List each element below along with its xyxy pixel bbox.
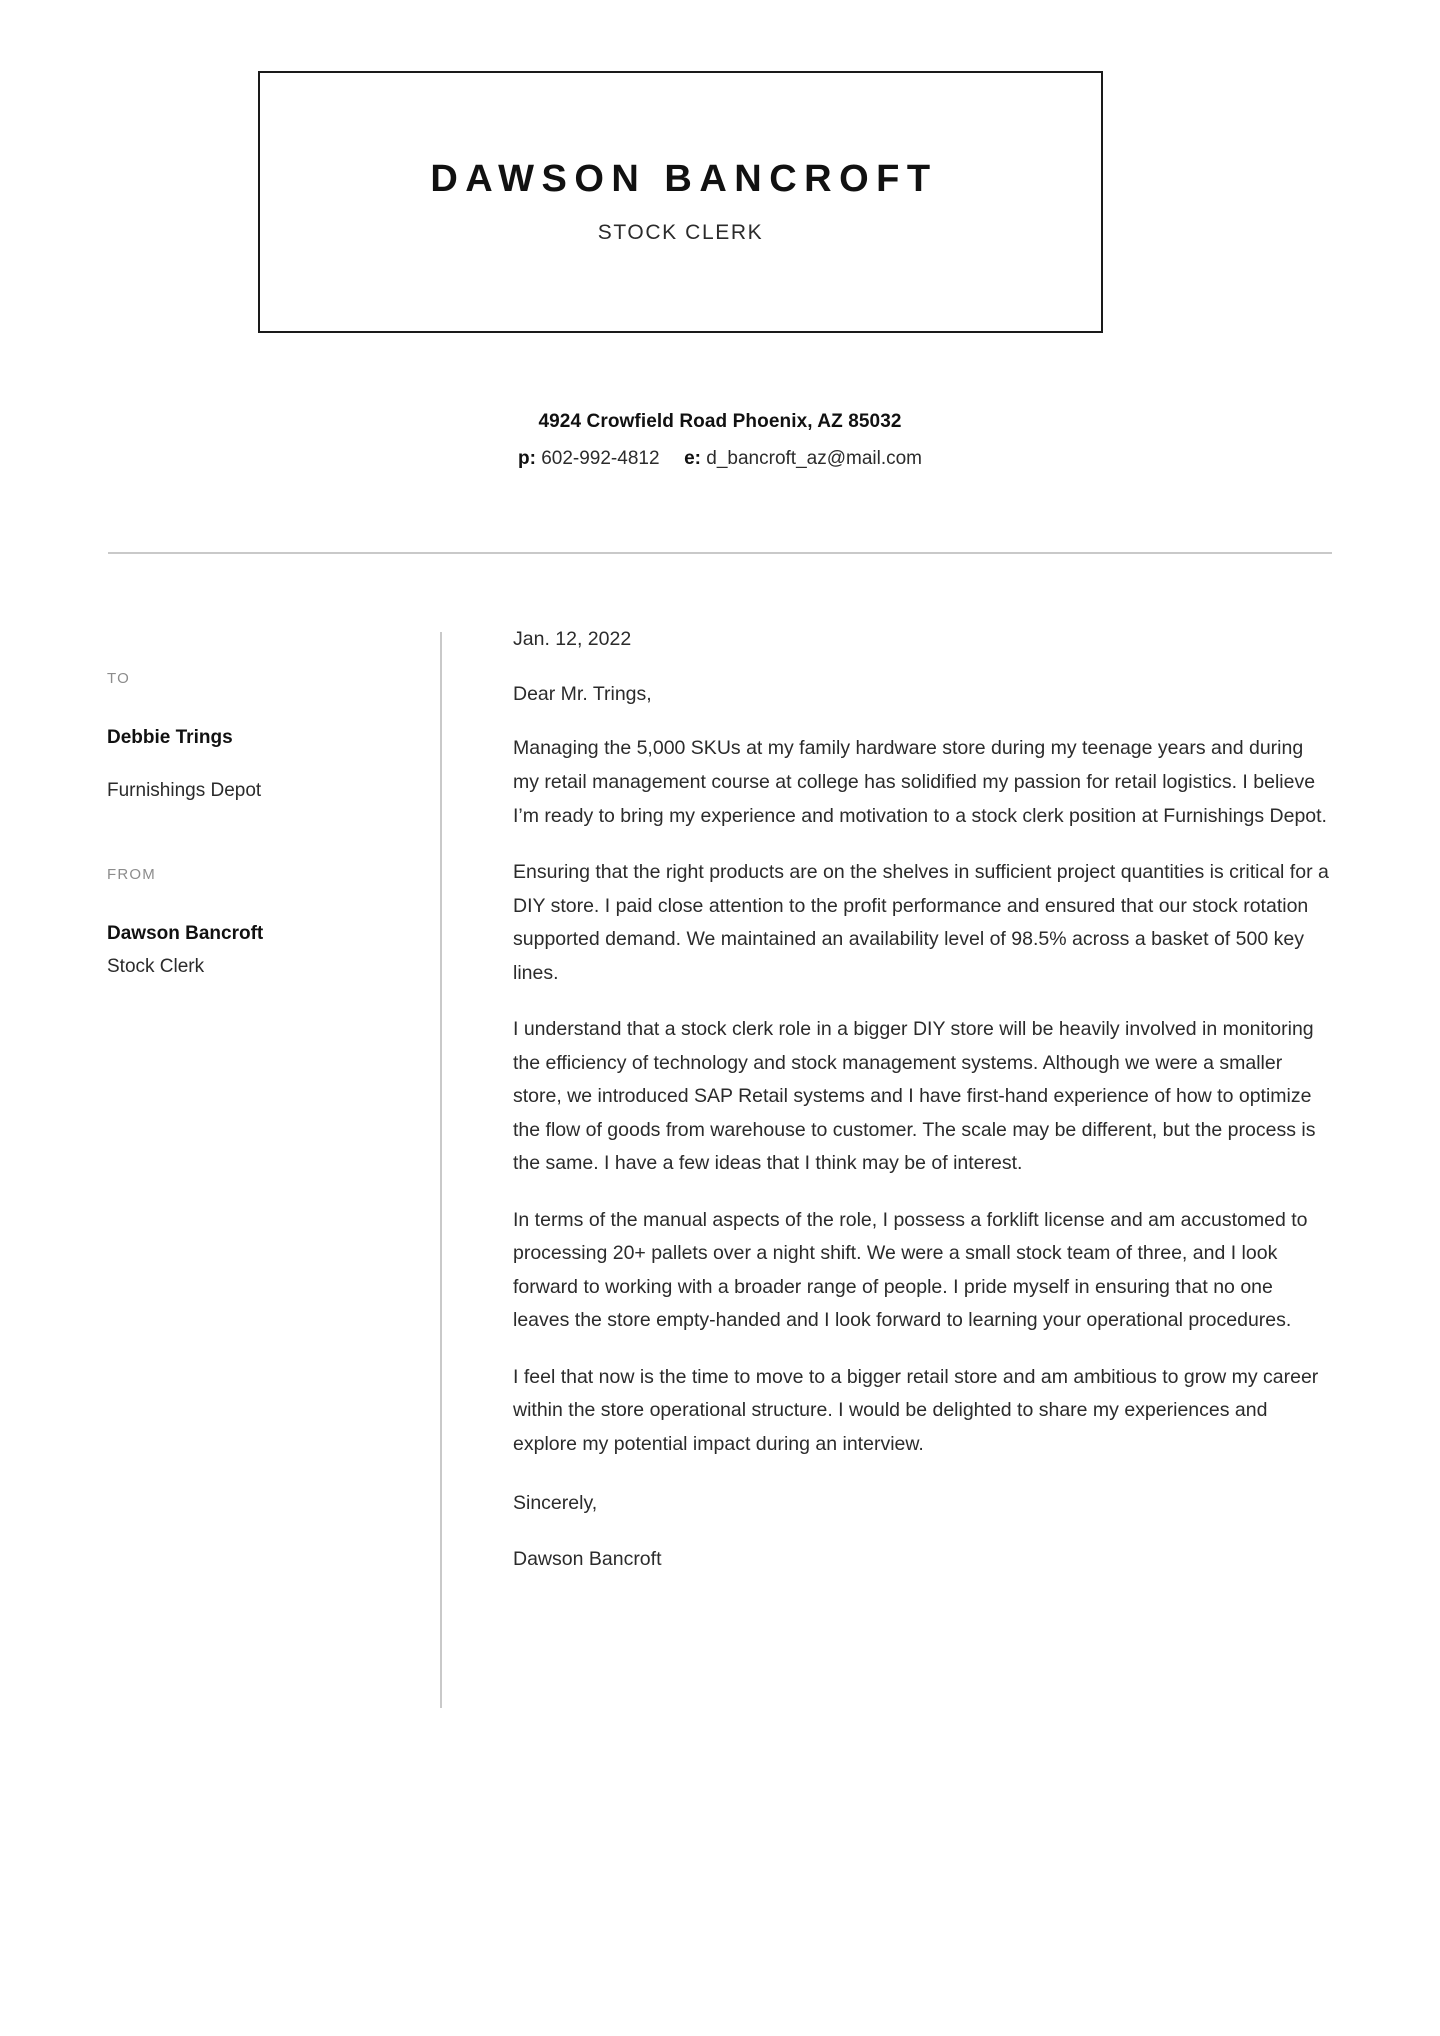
letter-paragraph: I understand that a stock clerk role in a bigger DIY store will be heavily involved in monitoring the efficiency of technology and stock management systems. Although we were a smaller store, we introduced SAP Retail systems and I have first-hand experience of how to optimize the flow of goods from warehouse to customer. The scale may be different, but the process is the same. I have a few ideas that I think may be of interest. (513, 1018, 1316, 1175)
phone-label: p: (517, 447, 536, 469)
name-header-box (258, 71, 1103, 333)
contact-address: 4924 Crowfield Road Phoenix, AZ 85032 (538, 411, 902, 432)
letter-closing: Sincerely, (513, 1491, 598, 1514)
recipient-company: Furnishings Depot (107, 780, 262, 801)
email-value: d_bancroft_az@mail.com (706, 447, 922, 469)
email-label: e: (684, 447, 701, 469)
contact-block (0, 408, 1440, 473)
from-block (107, 866, 397, 978)
to-label: TO (107, 670, 130, 687)
addresses-sidebar (107, 670, 397, 978)
page-title: DAWSON BANCROFT (430, 157, 938, 200)
letter-content (513, 624, 1333, 1574)
from-label: FROM (107, 866, 156, 883)
header-divider (108, 552, 1332, 554)
letter-paragraph: I feel that now is the time to move to a bigger retail store and am ambitious to grow my career within the store operational structure. I would be delighted to share my experiences and explore my potential impact during an interview. (513, 1365, 1319, 1455)
letter-signature: Dawson Bancroft (513, 1547, 662, 1570)
sender-name: Dawson Bancroft (107, 923, 264, 944)
contact-phone-email (0, 445, 1440, 474)
phone-value: 602-992-4812 (541, 447, 660, 469)
letter-date: Jan. 12, 2022 (513, 628, 632, 650)
letter-paragraph: Managing the 5,000 SKUs at my family hardware store during my teenage years and during my retail management course at college has solidified my passion for retail logistics. I believe I’m ready to bring my experience and motivation to a stock clerk position at Furnishings Depot. (513, 737, 1327, 827)
recipient-name: Debbie Trings (107, 727, 233, 748)
letter-paragraph: Ensuring that the right products are on the shelves in sufficient project quantities is critical for a DIY store. I paid close attention to the profit performance and ensured that our stock rotation supported demand. We maintained an availability level of 98.5% across a basket of 500 key lines. (513, 861, 1329, 984)
letter-salutation: Dear Mr. Trings, (513, 683, 652, 706)
column-divider (440, 632, 442, 1708)
letter-paragraph: In terms of the manual aspects of the role, I possess a forklift license and am accustomed to processing 20+ pallets over a night shift. We were a small stock team of three, and I look forward to working with a broader range of people. I pride myself in ensuring that no one leaves the store empty-handed and I look forward to learning your operational procedures. (513, 1208, 1308, 1332)
header-job-title: STOCK CLERK (597, 221, 764, 245)
sender-title: Stock Clerk (107, 956, 205, 977)
